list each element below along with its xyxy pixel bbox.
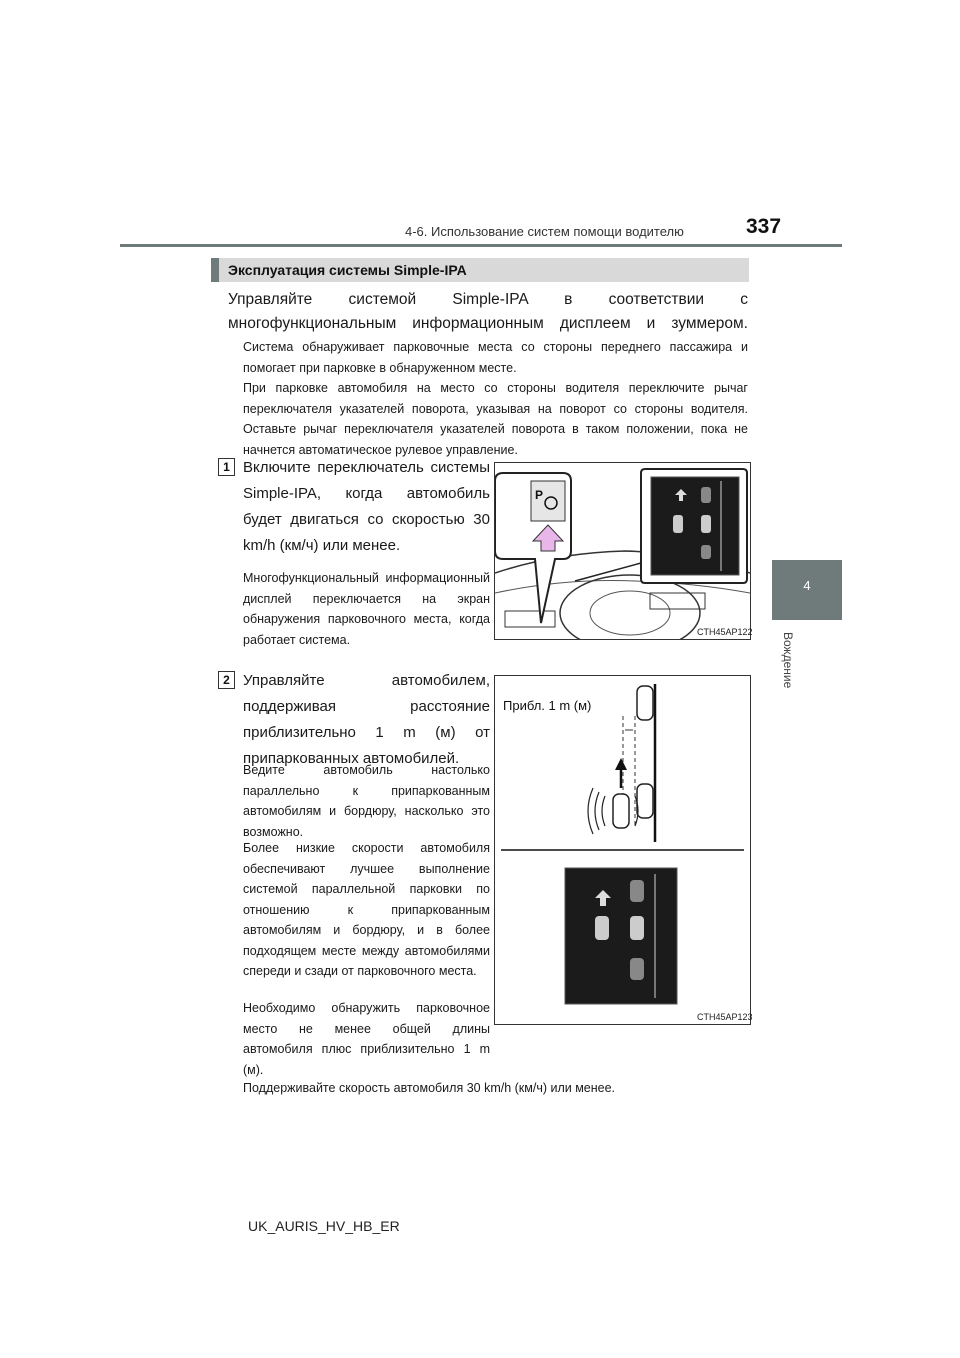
intro-paragraph: Управляйте системой Simple-IPA в соответствии с многофункциональным информационным дисплеем и зуммером.	[228, 291, 748, 332]
running-header-section: 4-6. Использование систем помощи водителю	[405, 224, 684, 239]
page-number: 337	[746, 215, 782, 238]
section-heading-accent	[211, 258, 219, 282]
step-1-detail: Многофункциональный информационный дисплей переключается на экран обнаружения парковочного места, когда работает система.	[243, 571, 490, 647]
step-2-detail-2: Более низкие скорости автомобиля обеспечивают лучшее выполнение системой параллельной парковки по отношению к припаркованным автомобилям и бордюру, и в более подходящем месте между автомобилями спереди и сзади от парковочного места.	[243, 841, 490, 978]
figure-1	[494, 462, 751, 640]
section-title: Эксплуатация системы Simple-IPA	[228, 262, 467, 278]
step-2-detail-1: Ведите автомобиль настолько параллельно к припаркованным автомобилям и бордюру, насколько это возможно.	[243, 763, 490, 839]
step-2-title: Управляйте автомобилем, поддерживая расстояние приблизительно 1 m (м) от припаркованных автомобилей.	[243, 672, 490, 767]
step-1-number: 1	[218, 458, 235, 476]
figure-2-distance-label: Прибл. 1 m (м)	[503, 698, 592, 713]
figure-2	[494, 675, 751, 1025]
bottom-note: Поддерживайте скорость автомобиля 30 km/h (км/ч) или менее.	[243, 1081, 616, 1095]
note-2: При парковке автомобиля на место со стороны водителя переключите рычаг переключателя указателей поворота, указывая на поворот со стороны водителя. Оставьте рычаг переключателя указателей поворота в таком положении, пока не начнется автоматическое рулевое управление.	[243, 381, 748, 457]
step-2-detail-3: Необходимо обнаружить парковочное место не менее общей длины автомобиля плюс приблизительно 1 m (м).	[243, 1001, 490, 1077]
footer-model-code: UK_AURIS_HV_HB_ER	[248, 1218, 400, 1234]
svg-text:P: P	[535, 488, 544, 502]
figure-1-illustration	[495, 463, 750, 639]
chapter-tab-label: Вождение	[781, 632, 795, 689]
figure-2-illustration	[495, 676, 750, 1024]
step-1-title: Включите переключатель системы Simple-IPA, когда автомобиль будет двигаться со скоростью 30 km/h (км/ч) или менее.	[243, 459, 490, 554]
figure-1-code: CTH45AP122	[697, 627, 753, 637]
header-rule	[120, 244, 842, 247]
figure-2-code: CTH45AP123	[697, 1012, 753, 1022]
step-2-number: 2	[218, 671, 235, 689]
note-1: Система обнаруживает парковочные места со стороны переднего пассажира и помогает при парковке в обнаруженном месте.	[243, 340, 748, 375]
chapter-tab-number: 4	[803, 578, 811, 593]
